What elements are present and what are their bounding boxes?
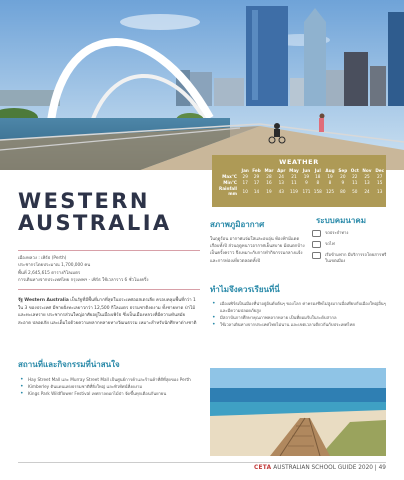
value-cell: 50 [352, 188, 358, 194]
month-cell: Sep [338, 167, 348, 173]
transport-list [312, 230, 392, 268]
footer-brand: CETA [253, 465, 272, 471]
value-cell: 29 [253, 173, 260, 179]
value-cell: 158 [313, 188, 322, 194]
value-cell: 13 [278, 179, 284, 185]
month-cell: Aug [325, 167, 335, 173]
value-cell: 13 [377, 188, 383, 194]
facts-box [18, 250, 200, 290]
value-cell: 14 [253, 188, 260, 194]
value-cell: 43 [278, 188, 284, 194]
value-cell: 18 [315, 173, 321, 179]
value-cell: 171 [302, 188, 311, 194]
weather-table [212, 155, 386, 207]
footer-rule [18, 462, 386, 463]
month-cell: Mar [264, 167, 274, 173]
page-title [18, 190, 172, 234]
transport-item [312, 241, 392, 248]
transport-item [312, 230, 392, 237]
value-cell: 11 [352, 179, 358, 185]
fact-area: พื้นที่ 2,645,615 ตารางกิโลเมตร [18, 270, 81, 276]
value-cell: 15 [377, 179, 383, 185]
intro-lead: รัฐ Western Australia [18, 298, 69, 303]
value-cell: 10 [242, 188, 248, 194]
value-cell: 19 [327, 173, 333, 179]
value-cell: 8 [316, 179, 320, 185]
fact-capital: เมืองหลวง : เพิร์ธ (Perth) [18, 256, 67, 261]
intro-paragraph [18, 297, 198, 327]
value-cell: 19 [266, 188, 272, 194]
value-cell: 9 [305, 179, 308, 185]
bus-icon [312, 230, 321, 237]
beach-photo [210, 368, 386, 456]
climate-text: ในฤดูร้อน อากาศแจ่มใสและอบอุ่น ท้องฟ้ามีแดดเกือบทั้งปี ส่วนฤดูหนาวอากาศเย็นสบาย มีฝนตกบ้างเป็นครั้งคราว จึงเหมาะกับการทำกิจกรรมกลางแจ้งและการท่องเที่ยวตลอดทั้งปี [210, 237, 305, 264]
value-cell: 24 [278, 173, 284, 179]
footer-separator: | [372, 465, 379, 471]
value-cell: 20 [340, 173, 346, 179]
value-cell: 22 [352, 173, 358, 179]
list-item: • Kings Park Wildflower Festival เทศกาลดอกไม้ป่า จัดขึ้นทุกเดือนกันยายน [18, 390, 200, 397]
month-cell: Jun [302, 167, 311, 173]
month-cell: Jan [241, 167, 249, 173]
value-cell: 119 [289, 188, 298, 194]
train-icon [312, 241, 321, 248]
month-cell: Apr [277, 167, 286, 173]
page-footer [0, 462, 404, 474]
value-cell: 24 [364, 188, 370, 194]
row-label: Rainfall mm [219, 186, 237, 197]
climate-heading: สภาพภูมิอากาศ [210, 220, 265, 229]
page-number: 49 [378, 465, 386, 471]
value-cell: 17 [242, 179, 248, 185]
weather-row-rainfall [212, 186, 386, 197]
month-cell: May [289, 167, 299, 173]
attractions-heading: สถานที่และกิจกรรมที่น่าสนใจ [18, 360, 120, 369]
why-heading: ทำไมจึงควรเรียนที่นี่ [210, 285, 280, 294]
transport-label: เรือข้ามฟาก มีบริการรถโดยสารฟรี ในเขตเมือง [325, 252, 387, 263]
value-cell: 9 [341, 179, 345, 185]
ferry-icon [312, 252, 321, 259]
month-cell: Oct [350, 167, 359, 173]
list-item: • Kimberley ดินแดนแห่งธรรมชาติที่ยิ่งใหญ่ และทิวทัศน์ที่งดงาม [18, 383, 200, 390]
value-cell: 125 [326, 188, 334, 194]
month-cell: Feb [252, 167, 261, 173]
attractions-list [18, 376, 200, 397]
fact-population: ประชากรโดยประมาณ 1,700,000 คน [18, 263, 91, 269]
value-cell: 29 [242, 173, 248, 179]
value-cell: 21 [291, 173, 297, 179]
page-title-line2: AUSTRALIA [18, 211, 172, 235]
row-label: Max°C [222, 173, 237, 179]
transport-item [312, 252, 392, 264]
value-cell: 25 [364, 173, 370, 179]
value-cell: 16 [266, 179, 272, 185]
value-cell: 17 [253, 179, 260, 185]
transport-label: รถไฟ [325, 241, 335, 246]
value-cell: 8 [328, 179, 332, 185]
month-cell: Nov [362, 167, 372, 173]
month-cell: Jul [314, 167, 321, 173]
intro-body: เป็นรัฐที่มีพื้นที่มากที่สุดในประเทศออสเตรเลีย ครอบคลุมพื้นที่กว่า 1 ใน 3 ของประเทศ มีชายฝั่งทะเลยาวกว่า 12,500 กิโลเมตร ธรรมชาติงดงาม ทั้งชายหาด ป่าไม้ และทะเลทราย ประชากรส่วนใหญ่อาศัยอยู่ในเมืองเพิร์ธ ซึ่งเป็นเมืองหลวงที่มีความทันสมัย สะอาด ปลอดภัย และเต็มไปด้วยความหลากหลายทางวัฒนธรรม เหมาะสำหรับนักศึกษาต่างชาติ [18, 298, 197, 326]
list-item: • เมืองเพิร์ธเป็นเมืองที่น่าอยู่อันดับต้นๆ ของโลก ค่าครองชีพไม่สูงมากเมื่อเทียบกับเมืองใหญ่อื่นๆ และมีความปลอดภัยสูง [210, 300, 386, 314]
weather-title: WEATHER [279, 158, 319, 166]
page-title-line1: WESTERN [18, 189, 150, 213]
value-cell: 13 [364, 179, 370, 185]
transport-heading: ระบบคมนาคม [316, 216, 366, 225]
hero-photo [0, 0, 404, 170]
why-list [210, 300, 386, 328]
transport-label: รถประจำทาง [325, 230, 349, 235]
list-item: • มีสถาบันการศึกษาคุณภาพหลากหลาย เป็นที่ยอมรับในระดับสากล [210, 314, 386, 321]
value-cell: 11 [291, 179, 297, 185]
list-item: • ใช้เวลาเดินทางจากประเทศไทยไม่นาน และเขตเวลาเดียวกันกับประเทศไทย [210, 321, 386, 328]
value-cell: 19 [303, 173, 310, 179]
footer-title: AUSTRALIAN SCHOOL GUIDE 2020 [271, 465, 373, 471]
fact-travel: การเดินทางจากประเทศไทย กรุงเทพฯ - เพิร์ธ ใช้เวลาราว 6 ชั่วโมงครึ่ง [18, 278, 149, 284]
list-item: • Hay Street Mall และ Murray Street Mall เป็นศูนย์การค้าและร้านค้าที่ดีที่สุดของ Perth [18, 376, 200, 383]
footer-text [254, 465, 386, 471]
row-label: Min°C [223, 179, 237, 185]
value-cell: 80 [340, 188, 346, 194]
value-cell: 27 [377, 173, 383, 179]
month-cell: Dec [375, 167, 385, 173]
value-cell: 28 [266, 173, 272, 179]
